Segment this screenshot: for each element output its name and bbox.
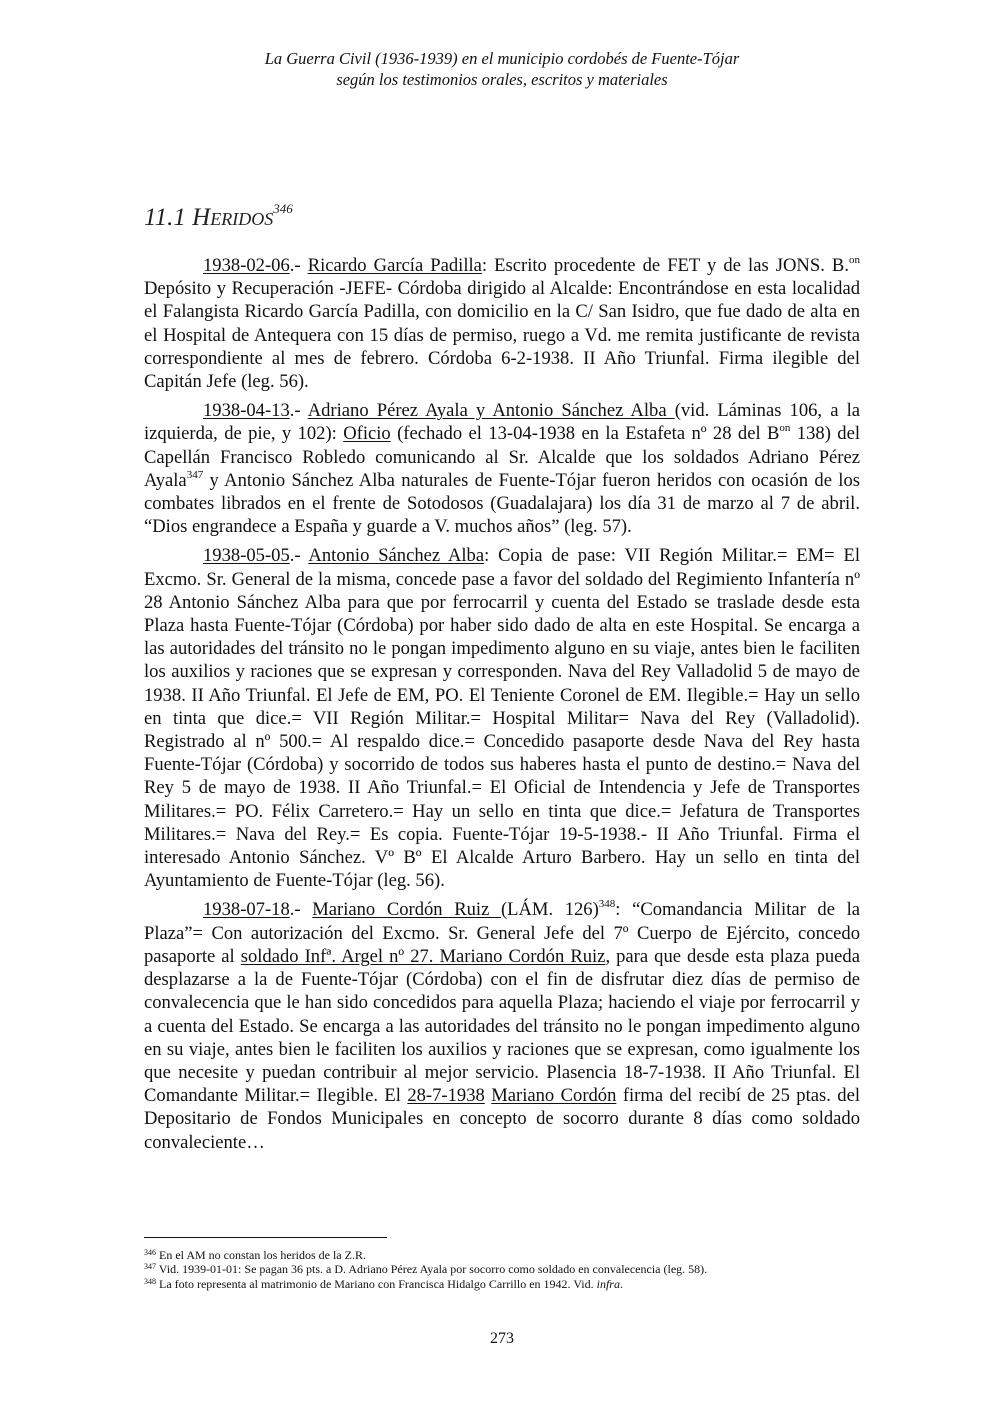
section-title-rest: eridos <box>210 204 274 231</box>
entry-text: : Copia de pase: VII Región Militar.= EM= El Excmo. Sr. General de la misma, concede pase a favor del soldado del Regimiento Infantería nº 28 Antonio Sánchez Alba para que por ferrocarril y cuenta del Estado se traslade desde esta Plaza hasta Fuente-Tójar (Córdoba) por haber sido dado de alta en este Hospital. Se encarga a las autoridades del tránsito no le pongan impedimento alguno en su viaje, antes bien le faciliten los auxilios y raciones que se expresan y corresponden. Nava del Rey Valladolid 5 de mayo de 1938. II Año Triunfal. El Jefe de EM, PO. El Teniente Coronel de EM. Ilegible.= Hay un sello en tinta que dice.= VII Región Militar.= Hospital Militar= Nava del Rey (Valladolid). Registrado al nº 500.= Al respaldo dice.= Concedido pasaporte desde Nava del Rey hasta Fuente-Tójar (Córdoba) y socorrido de todos sus haberes hasta el punto de destino.= Nava del Rey 5 de mayo de 1938. II Año Triunfal.= El Oficial de Intendencia y Jefe de Transportes Militares.= PO. Félix Carretero.= Hay un sello en tinta que dice.= Jefatura de Transportes Militares.= Nava del Rey.= Es copia. Fuente-Tójar 19-5-1938.- II Año Triunfal. Firma el interesado Antonio Sánchez. Vº Bº El Alcalde Arturo Barbero. Hay un sello en tinta del Ayuntamiento de Fuente-Tójar (leg. 56). <box>144 545 861 892</box>
entry-subject: Mariano Cordón Ruiz <box>312 899 501 921</box>
entry-subject: Adriano Pérez Ayala y Antonio Sánchez Alba <box>307 400 675 422</box>
footnote-text: Vid. 1939-01-01: Se pagan 36 pts. a D. Adriano Pérez Ayala por socorro como soldado en convalecencia (leg. 58). <box>156 1262 708 1277</box>
entry-separator: .- <box>289 255 308 276</box>
section-number: 11.1 <box>144 204 193 231</box>
entry-text: y Antonio Sánchez Alba naturales de Fuente-Tójar fueron heridos con ocasión de los combates librados en el frente de Sotodosos (Guadalajara) los día 31 de marzo al 7 de abril. “Dios engrandece a España y guarde a V. muchos años” (leg. 57). <box>144 469 860 538</box>
footnote-number: 346 <box>144 1248 156 1257</box>
entry-text: (fechado el 13-04-1938 en la Estafeta nº 28 del B <box>390 423 780 445</box>
entry-separator: .- <box>289 899 313 921</box>
entry-date: 1938-05-05 <box>203 545 290 567</box>
footnote-number: 348 <box>144 1276 156 1286</box>
page-number: 273 <box>490 1330 514 1347</box>
entry-text: : “Comandancia Militar de la Plaza”= Con autorización del Excmo. Sr. General Jefe del 7º Cuerpo de Ejército, concedo pasaporte al <box>144 899 860 967</box>
footnote-348 <box>144 1277 860 1291</box>
footnote-text: . <box>619 1276 623 1291</box>
footnote-number: 347 <box>144 1262 156 1272</box>
entry-paragraph <box>144 544 860 892</box>
entry-date-secondary: 28-7-1938 <box>407 1085 485 1107</box>
entry-paragraph <box>144 254 860 393</box>
footnote-italic-text: infra <box>596 1276 620 1291</box>
section-heading <box>144 202 293 234</box>
footnote-ref-346[interactable]: 346 <box>273 201 293 216</box>
superscript-abbrev: on <box>849 254 860 266</box>
entry-date: 1938-07-18 <box>203 899 290 921</box>
entry-text: 138) del Capellán Francisco Robledo comunicando al Sr. Alcalde que los soldados Adriano Pérez Ayala <box>144 423 860 491</box>
entry-text: firma del recibí de 25 ptas. del Depositario de Fondos Municipales en concepto de socorro durante 8 días como soldado convaleciente… <box>144 1085 861 1153</box>
entry-subject: Ricardo García Padilla <box>307 255 482 276</box>
entry-text: : Escrito procedente de FET y de las JONS. B. <box>481 255 849 276</box>
entry-separator: .- <box>289 545 309 567</box>
entry-separator: .- <box>289 400 308 422</box>
header-title-line-2: según los testimonios orales, escritos y materiales <box>336 70 668 89</box>
footnote-text: La foto representa al matrimonio de Mariano con Francisca Hidalgo Carrillo en 1942. Vid. <box>156 1276 597 1291</box>
entry-paragraph <box>144 399 860 538</box>
entry-text: (LÁM. 126) <box>500 899 599 921</box>
footnote-ref-347[interactable]: 347 <box>186 468 204 481</box>
superscript-abbrev: on <box>779 422 791 435</box>
footnote-ref-348[interactable]: 348 <box>598 898 616 911</box>
document-link: Oficio <box>343 423 391 445</box>
footnote-text: En el AM no constan los heridos de la Z.R. <box>156 1248 366 1262</box>
footnote-346 <box>144 1248 860 1262</box>
entry-paragraph <box>144 898 860 1153</box>
entry-text: (vid. Láminas 106, a la izquierda, de pie, y 102): <box>144 400 860 445</box>
entry-text: Depósito y Recuperación -JEFE- Córdoba dirigido al Alcalde: Encontrándose en esta localidad el Falangista Ricardo García Padilla, con domicilio en la C/ San Isidro, que fue dado de alta en el Hospital de Antequera con 15 días de permiso, ruego a Vd. me remita justificante de revista correspondiente al mes de febrero. Córdoba 6-2-1938. II Año Triunfal. Firma ilegible del Capitán Jefe (leg. 56). <box>144 278 860 393</box>
section-title-initial: H <box>192 204 211 231</box>
entry-text: , para que desde esta plaza pueda desplazarse a la de Fuente-Tójar (Córdoba) con el fin de disfrutar diez días de permiso de convalecencia que le han sido concedidos para aquella Plaza; haciendo el viaje por ferrocarril y a cuenta del Estado. Se encarga a las autoridades del tránsito no le pongan impedimento alguno en su viaje, antes bien le faciliten los auxilios y raciones que se expresan, como igualmente los que necesite y puedan contribuir al mejor servicio. Plasencia 18-7-1938. II Año Triunfal. El Comandante Militar.= Ilegible. El <box>144 945 860 1107</box>
running-header <box>0 48 1004 90</box>
footnotes <box>144 1248 860 1291</box>
footnote-separator <box>144 1237 387 1238</box>
entry-date: 1938-02-06 <box>203 255 290 276</box>
body-text <box>144 254 860 1160</box>
entry-underlined-soldier: soldado Infª. Argel nº 27. Mariano Cordón Ruiz <box>240 945 606 967</box>
footnote-347 <box>144 1262 860 1276</box>
header-title-line-1: La Guerra Civil (1936-1939) en el municipio cordobés de Fuente-Tójar <box>264 49 740 68</box>
entry-subject: Antonio Sánchez Alba <box>308 545 485 567</box>
entry-date: 1938-04-13 <box>203 400 290 422</box>
entry-name-secondary: Mariano Cordón <box>491 1085 617 1107</box>
